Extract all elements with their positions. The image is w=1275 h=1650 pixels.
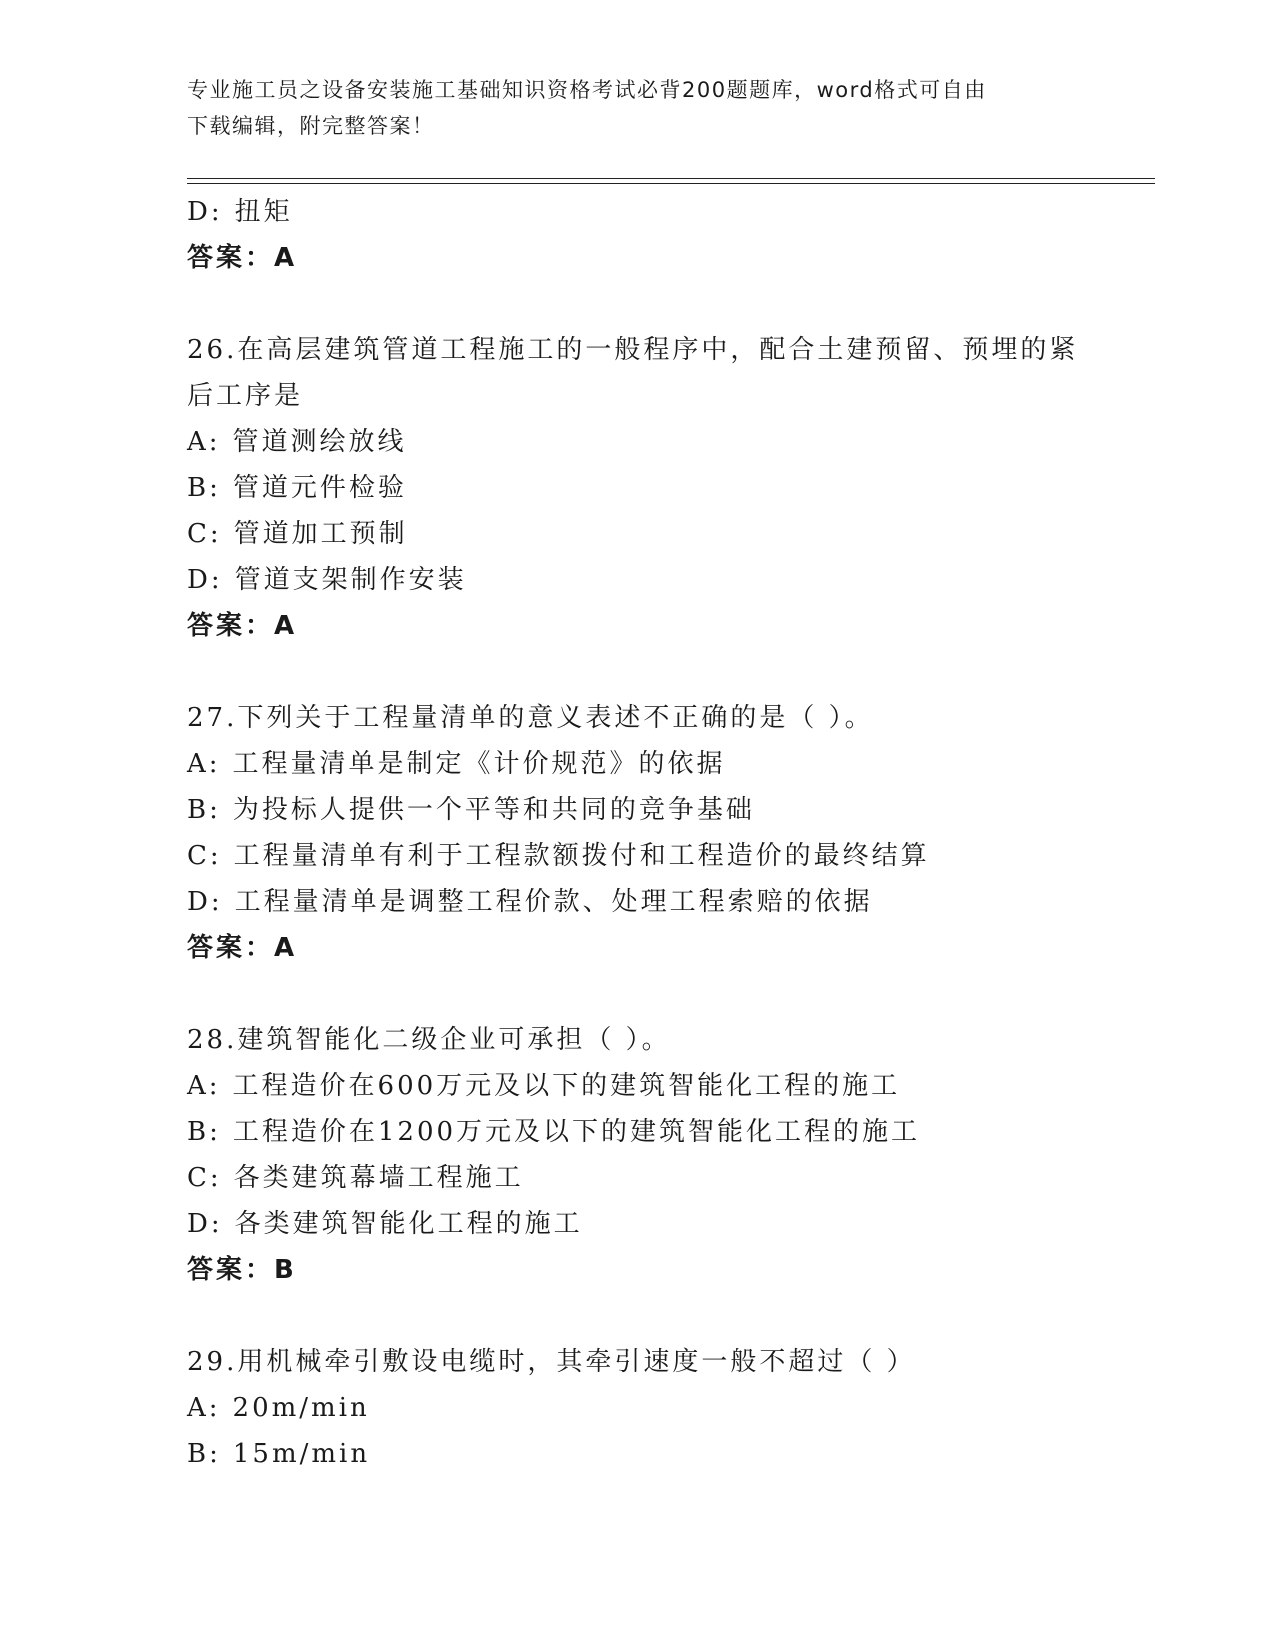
option-b <box>187 1109 1107 1155</box>
option-text: 15m/min <box>232 1439 371 1469</box>
option-text: 为投标人提供一个平等和共同的竞争基础 <box>232 795 755 825</box>
option-text: 管道加工预制 <box>233 519 408 549</box>
option-key: B: <box>187 1117 221 1147</box>
spacer <box>187 281 1107 327</box>
header-divider-top <box>187 178 1155 179</box>
option-a <box>187 1063 1107 1109</box>
question-stem: 29.用机械牵引敷设电缆时，其牵引速度一般不超过（ ） <box>187 1347 916 1377</box>
option-key: B: <box>187 1439 221 1469</box>
option-key: A: <box>187 1393 221 1423</box>
option-text: 20m/min <box>232 1393 370 1423</box>
header-divider-bottom <box>187 183 1155 184</box>
option-key: A: <box>187 427 221 457</box>
question-27 <box>187 695 1107 971</box>
document-header <box>187 72 1067 144</box>
question-answer: 答案：A <box>187 611 298 641</box>
spacer <box>187 649 1107 695</box>
spacer <box>187 1293 1107 1339</box>
option-key: D: <box>187 197 223 227</box>
question-answer: 答案：A <box>187 933 298 963</box>
option-text: 各类建筑幕墙工程施工 <box>233 1163 524 1193</box>
option-d <box>187 1201 1107 1247</box>
option-key: B: <box>187 473 221 503</box>
option-key: C: <box>187 841 222 871</box>
option-d <box>187 557 1107 603</box>
option-key: A: <box>187 749 221 779</box>
option-b <box>187 1431 1107 1477</box>
option-c <box>187 511 1107 557</box>
option-key: D: <box>187 887 223 917</box>
question-28 <box>187 1017 1107 1293</box>
option-c <box>187 833 1107 879</box>
document-body <box>187 189 1107 1477</box>
option-text: 工程造价在1200万元及以下的建筑智能化工程的施工 <box>232 1117 921 1147</box>
prev-question-answer: 答案：A <box>187 243 298 273</box>
option-b <box>187 465 1107 511</box>
option-b <box>187 787 1107 833</box>
option-text: 各类建筑智能化工程的施工 <box>234 1209 583 1239</box>
option-d <box>187 879 1107 925</box>
option-text: 管道元件检验 <box>232 473 407 503</box>
option-a <box>187 741 1107 787</box>
option-text: 工程造价在600万元及以下的建筑智能化工程的施工 <box>232 1071 901 1101</box>
option-key: A: <box>187 1071 221 1101</box>
spacer <box>187 971 1107 1017</box>
prev-question-option-d <box>187 189 1107 235</box>
option-key: C: <box>187 1163 222 1193</box>
question-stem: 27.下列关于工程量清单的意义表述不正确的是（ ）。 <box>187 703 874 733</box>
question-stem: 26.在高层建筑管道工程施工的一般程序中，配合土建预留、预埋的紧 <box>187 335 1079 365</box>
option-text: 管道支架制作安装 <box>234 565 467 595</box>
question-stem: 28.建筑智能化二级企业可承担（ ）。 <box>187 1025 671 1055</box>
option-text: 管道测绘放线 <box>232 427 407 457</box>
option-a <box>187 1385 1107 1431</box>
option-text: 工程量清单有利于工程款额拨付和工程造价的最终结算 <box>233 841 930 871</box>
option-text: 工程量清单是制定《计价规范》的依据 <box>232 749 726 779</box>
option-a <box>187 419 1107 465</box>
question-answer: 答案：B <box>187 1255 297 1285</box>
question-stem-continued: 后工序是 <box>187 381 304 411</box>
option-key: B: <box>187 795 221 825</box>
option-key: D: <box>187 1209 223 1239</box>
option-text: 工程量清单是调整工程价款、处理工程索赔的依据 <box>234 887 873 917</box>
header-line-1: 专业施工员之设备安装施工基础知识资格考试必背200题题库，word格式可自由 <box>187 78 987 102</box>
option-text: 扭矩 <box>234 197 293 227</box>
question-26 <box>187 327 1107 649</box>
question-29 <box>187 1339 1107 1477</box>
header-line-2: 下载编辑，附完整答案！ <box>187 114 435 138</box>
option-key: C: <box>187 519 222 549</box>
option-key: D: <box>187 565 223 595</box>
option-c <box>187 1155 1107 1201</box>
